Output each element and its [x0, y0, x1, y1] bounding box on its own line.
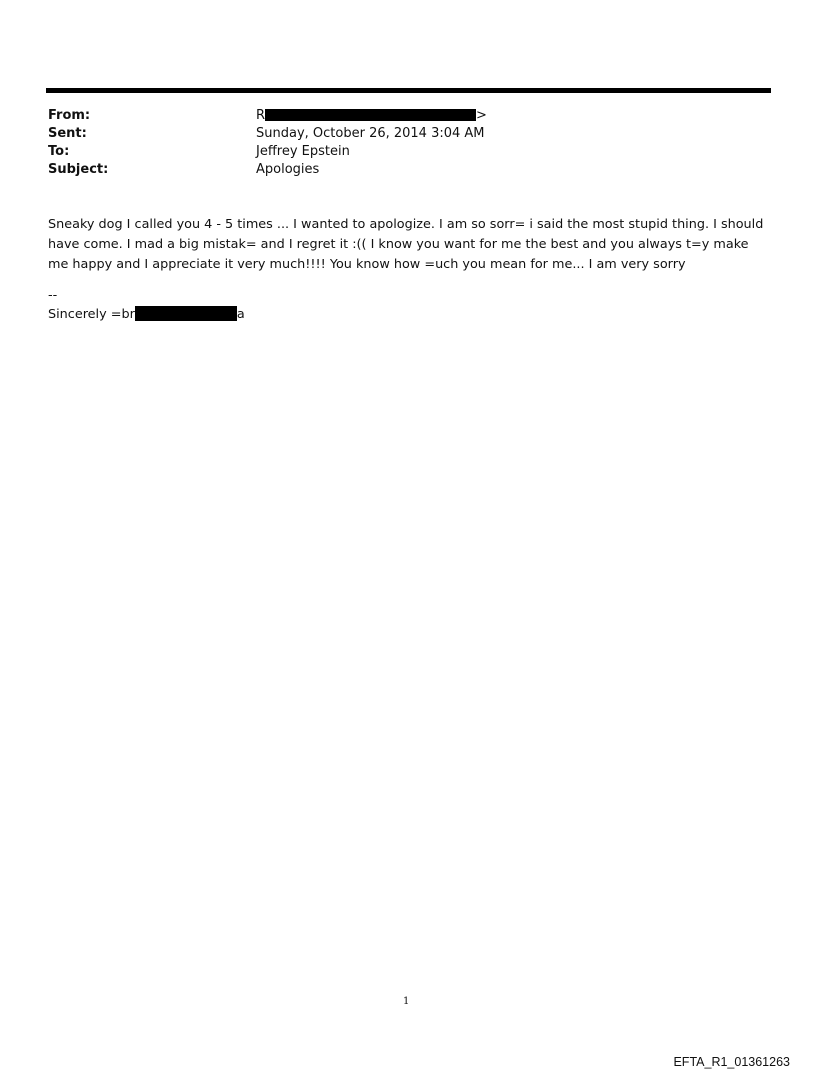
subject-label: Subject:: [48, 162, 109, 177]
sent-value: Sunday, October 26, 2014 3:04 AM: [256, 126, 485, 141]
redaction-box: [135, 306, 237, 321]
from-visible-suffix: >: [476, 108, 487, 123]
signature-separator: --: [48, 288, 58, 303]
from-label: From:: [48, 108, 91, 123]
from-visible-prefix: R: [256, 108, 266, 123]
subject-value: Apologies: [256, 162, 320, 177]
email-body: Sneaky dog I called you 4 - 5 times ... I wanted to apologize. I am so sorr= i said the most stupid thing. I should have come. I mad a big mistak= and I regret it :(( I know you want for me the best and you always t=y make me happy and I appreciate it very much!!!! You know how =uch you mean for me... I am very sorry: [48, 217, 764, 272]
email-header: [48, 107, 748, 179]
redaction-box: [265, 109, 476, 121]
to-value: Jeffrey Epstein: [256, 144, 350, 159]
signature-suffix: a: [236, 307, 245, 322]
to-label: To:: [48, 144, 70, 159]
sent-label: Sent:: [48, 126, 87, 141]
document-id: EFTA_R1_01361263: [673, 1055, 790, 1069]
header-divider: [46, 88, 771, 93]
from-row: [48, 107, 748, 125]
subject-row: [48, 161, 748, 179]
page-number: 1: [403, 996, 410, 1007]
to-row: [48, 143, 748, 161]
sent-row: [48, 125, 748, 143]
signature-prefix: Sincerely =br: [48, 307, 135, 322]
signature-line: [48, 306, 245, 324]
from-value: [256, 107, 487, 125]
